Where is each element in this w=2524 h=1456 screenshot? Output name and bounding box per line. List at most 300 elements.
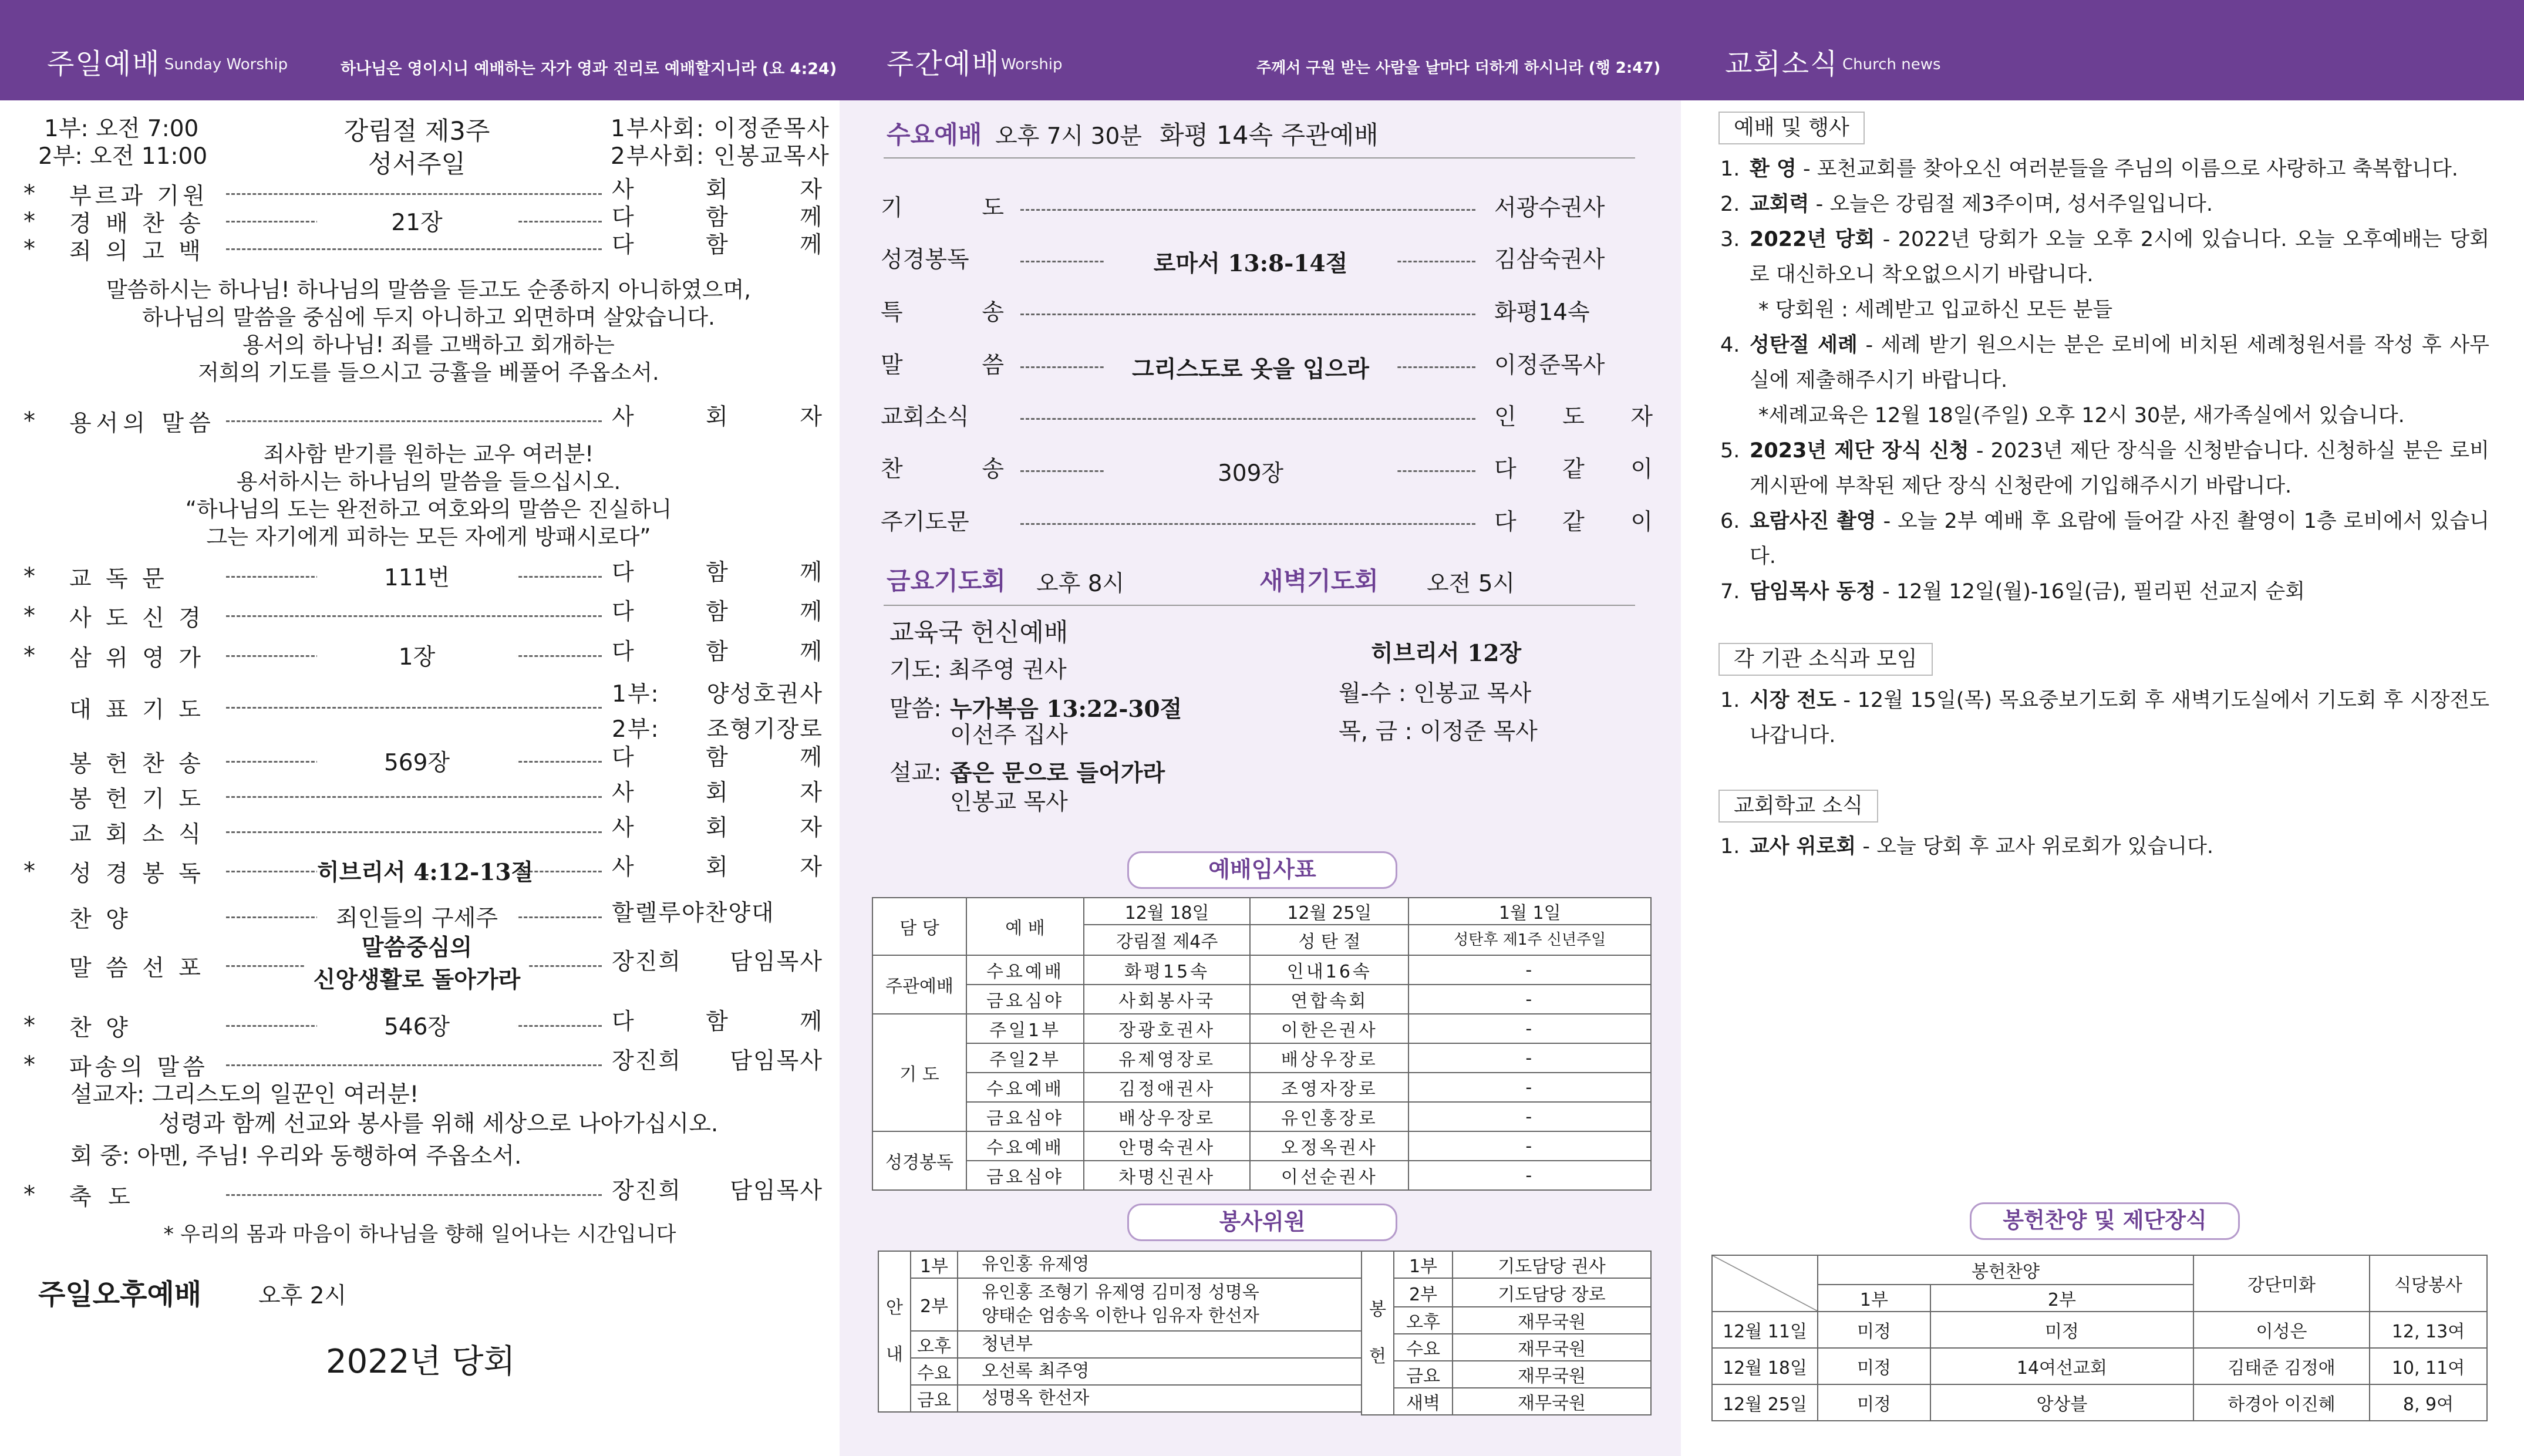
table-cell: 오정옥권사 — [1250, 1131, 1408, 1161]
dashed-leader — [226, 615, 602, 617]
table-cell: 주일1부 — [966, 1014, 1084, 1043]
table-row — [872, 1102, 1651, 1131]
host-2: 2부사회: 인봉교목사 — [611, 143, 830, 170]
table-cell: 재무국원 — [1453, 1307, 1651, 1334]
news-subtitle: Church news — [1842, 56, 1941, 73]
table-row — [872, 1161, 1651, 1190]
table-cell: 기도담당 장로 — [1453, 1278, 1651, 1307]
order-detail: 569장 — [317, 744, 517, 777]
order-leader: 다 함 께 — [612, 744, 823, 771]
wed-detail: 그리스도로 옷을 입으라 — [1104, 351, 1397, 384]
order-leader: 사 회 자 — [612, 780, 823, 806]
news-text: - 오늘은 강림절 제3주이며, 성서주일입니다. — [1809, 193, 2213, 216]
afternoon-body: 2022년 당회 — [326, 1343, 515, 1381]
service-time-1: 1부: 오전 7:00 — [44, 116, 199, 142]
table-cell: 금요심야 — [966, 1102, 1084, 1131]
offering-pill: 봉헌찬양 및 제단장식 — [1970, 1202, 2240, 1240]
table-cell: 수요예배 — [966, 955, 1084, 985]
required-mark: * — [23, 858, 35, 885]
wed-label: 특 송 — [881, 299, 1004, 326]
weekly-title: 주간예배 — [887, 48, 1000, 80]
absolution-line: “하나님의 도는 완전하고 여호와의 말씀은 진실하니 — [185, 497, 672, 522]
table-cell: 12, 13여 — [2370, 1312, 2487, 1348]
table-cell: 연합속회 — [1250, 985, 1408, 1014]
wed-leader: 다 같 이 — [1494, 456, 1653, 483]
dashed-leader — [226, 248, 602, 250]
table-cell: 수요예배 — [966, 1131, 1084, 1161]
table-cell: 안명숙권사 — [1084, 1131, 1250, 1161]
order-label: 교 독 문 — [69, 566, 168, 592]
order-leader: 2부: 조형기장로 — [612, 716, 823, 743]
col-head: 12월 25일 — [1250, 898, 1408, 925]
news-item — [1720, 222, 2489, 292]
order-detail: 히브리서 4:12-13절 — [317, 854, 517, 887]
wed-leader: 이정준목사 — [1494, 352, 1605, 379]
table-cell-line: 오선록 최주영 — [982, 1361, 1090, 1381]
dashed-leader — [1020, 418, 1475, 420]
col-head: 식당봉사 — [2370, 1255, 2487, 1312]
wed-leader: 화평14속 — [1494, 299, 1590, 326]
sunday-subtitle: Sunday Worship — [164, 56, 288, 73]
dashed-leader — [226, 1064, 602, 1066]
order-leader: 장진희 담임목사 — [612, 1178, 823, 1204]
news-number: 7. — [1720, 580, 1740, 604]
table-cell: 차명신권사 — [1084, 1161, 1250, 1190]
liturgical-season: 강림절 제3주 — [343, 117, 490, 146]
table-cell: - — [1408, 985, 1651, 1014]
table-cell: 12월 11일 — [1712, 1312, 1818, 1348]
table-row — [1362, 1278, 1651, 1307]
offering-team-table — [1361, 1251, 1652, 1415]
table-cell: 하경아 이진혜 — [2193, 1384, 2370, 1421]
order-leader: 다 함 께 — [612, 204, 823, 231]
table-row — [872, 1073, 1651, 1102]
table-row — [878, 1278, 1376, 1331]
table-cell — [958, 1385, 1376, 1412]
news-subnote: *세례교육은 12월 18일(주일) 오후 12시 30분, 새가족실에서 있습니다. — [1758, 404, 2405, 427]
wed-leader: 서광수권사 — [1494, 195, 1605, 221]
confession-line: 저희의 기도를 들으시고 긍휼을 베풀어 주옵소서. — [198, 360, 659, 385]
table-cell: 장광호권사 — [1084, 1014, 1250, 1043]
table-cell: 10, 11여 — [2370, 1348, 2487, 1384]
news-text: - 포천교회를 찾아오신 여러분들을 주님의 이름으로 사랑하고 축복합니다. — [1796, 157, 2458, 181]
fri-name: 교육국 헌신예배 — [889, 618, 1069, 648]
fri-word: 누가복음 13:22-30절 — [950, 696, 1182, 723]
order-label: 부르과 기원 — [69, 183, 208, 210]
required-mark: * — [23, 407, 35, 434]
order-detail: 신앙생활로 돌아가라 — [305, 962, 528, 995]
news-item — [1720, 433, 2489, 504]
table-cell: 새벽 — [1394, 1388, 1453, 1415]
news-title: 교회소식 — [1725, 48, 1839, 80]
sending-line-2: 성령과 함께 선교와 봉사를 위해 세상으로 나아가십시오. — [159, 1111, 719, 1137]
col-head: 강단미화 — [2193, 1255, 2370, 1312]
order-leader: 1부: 양성호권사 — [612, 681, 823, 707]
table-row — [1362, 1251, 1651, 1278]
required-mark: * — [23, 1012, 35, 1039]
table-row — [878, 1331, 1376, 1358]
news-text: - 12월 15일(목) 목요중보기도회 후 새벽기도실에서 기도회 후 시장전도 나갑니다. — [1750, 689, 2490, 747]
order-label: 경 배 찬 송 — [69, 211, 204, 237]
wed-label: 찬 송 — [881, 456, 1004, 483]
order-label: 사 도 신 경 — [69, 605, 204, 632]
table-cell: - — [1408, 1073, 1651, 1102]
order-leader: 장진희 담임목사 — [612, 949, 823, 975]
required-mark: * — [23, 235, 35, 262]
news-number: 2. — [1720, 193, 1740, 216]
table-cell: 재무국원 — [1453, 1361, 1651, 1388]
order-detail: 말씀중심의 — [317, 935, 517, 960]
col-sub: 1부 — [1818, 1285, 1930, 1312]
fri-prayer: 기도: 최주영 권사 — [889, 657, 1067, 683]
liturgical-day: 성서주일 — [368, 150, 466, 179]
news-number: 5. — [1720, 439, 1740, 463]
order-label: 성 경 봉 독 — [69, 861, 204, 887]
group-cell: 안 내 — [878, 1251, 911, 1412]
offering-schedule-table — [1711, 1255, 2488, 1421]
news-text: - 오늘 2부 예배 후 요람에 들어갈 사진 촬영이 1층 로비에서 있습니다. — [1750, 510, 2489, 568]
news-section-tag: 각 기관 소식과 모임 — [1718, 643, 1933, 676]
wed-leader: 김삼숙권사 — [1494, 247, 1605, 273]
news-item — [1720, 187, 2489, 222]
table-cell: 2부 — [1394, 1278, 1453, 1307]
table-cell: 수요 — [911, 1358, 958, 1385]
table-row — [1712, 1348, 2487, 1384]
table-cell: 이선순권사 — [1250, 1161, 1408, 1190]
table-cell: 오후 — [911, 1331, 958, 1358]
table-row — [1362, 1388, 1651, 1415]
col-head: 담 당 — [872, 898, 966, 955]
table-row — [878, 1358, 1376, 1385]
dashed-leader — [226, 1194, 602, 1196]
col-head: 봉헌찬양 — [1818, 1255, 2193, 1285]
news-subnote: * 당회원 : 세례받고 입교하신 모든 분들 — [1758, 298, 2113, 322]
wed-detail: 309장 — [1104, 455, 1397, 488]
news-keyword: 2022년 당회 — [1750, 228, 1875, 251]
fri-word-label: 말씀: — [889, 696, 942, 722]
table-row — [878, 1385, 1376, 1412]
divider — [884, 157, 1635, 159]
wed-label: 주기도문 — [881, 509, 969, 535]
sunday-header — [0, 0, 840, 100]
news-keyword: 환 영 — [1750, 157, 1797, 181]
sending-line-1: 설교자: 그리스도의 일꾼인 여러분! — [70, 1081, 419, 1108]
dawn-title: 새벽기도회 — [1259, 567, 1379, 595]
table-cell: 조영자장로 — [1250, 1073, 1408, 1102]
dashed-leader — [1020, 209, 1475, 211]
order-leader: 다 함 께 — [612, 639, 823, 665]
dashed-leader — [226, 193, 602, 195]
news-number: 1. — [1720, 689, 1740, 712]
host-1: 1부사회: 이정준목사 — [611, 116, 830, 142]
table-cell: 금요심야 — [966, 985, 1084, 1014]
news-keyword: 시장 전도 — [1750, 689, 1836, 712]
table-cell: 미정 — [1818, 1348, 1930, 1384]
table-cell: - — [1408, 1131, 1651, 1161]
table-cell-line: 유인홍 유제영 — [982, 1254, 1090, 1275]
fri-time: 오후 8시 — [1036, 571, 1125, 597]
order-leader: 다 함 께 — [612, 232, 823, 258]
required-mark: * — [23, 180, 35, 207]
table-row — [872, 1014, 1651, 1043]
dashed-leader — [1020, 314, 1475, 315]
order-leader: 다 함 께 — [612, 1009, 823, 1035]
table-row — [1712, 1312, 2487, 1348]
usher-table — [878, 1251, 1377, 1413]
required-mark: * — [23, 1051, 35, 1078]
table-cell: 금요 — [1394, 1361, 1453, 1388]
col-head: 12월 18일 — [1084, 898, 1250, 925]
table-cell: 오후 — [1394, 1307, 1453, 1334]
confession-line: 용서의 하나님! 죄를 고백하고 회개하는 — [242, 332, 615, 358]
confession-line: 하나님의 말씀을 중심에 두지 아니하고 외면하며 살았습니다. — [142, 305, 715, 330]
table-row — [872, 1131, 1651, 1161]
order-label: 찬 양 — [69, 906, 132, 933]
table-cell: 1부 — [1394, 1251, 1453, 1278]
news-header — [1681, 0, 2524, 100]
order-label: 말 씀 선 포 — [69, 955, 204, 982]
order-label: 대 표 기 도 — [69, 697, 204, 723]
news-number: 1. — [1720, 157, 1740, 181]
table-cell: 주일2부 — [966, 1043, 1084, 1073]
table-row — [1712, 1384, 2487, 1421]
table-cell: 화평15속 — [1084, 955, 1250, 985]
table-cell: 인내16속 — [1250, 955, 1408, 985]
confession-prayer — [47, 276, 810, 386]
table-cell: 이한은권사 — [1250, 1014, 1408, 1043]
col-sub: 강림절 제4주 — [1084, 925, 1250, 955]
table-cell: - — [1408, 1014, 1651, 1043]
news-text: - 오늘 당회 후 교사 위로회가 있습니다. — [1856, 835, 2214, 858]
standing-note: * 우리의 몸과 마음이 하나님을 향해 일어나는 시간입니다 — [163, 1223, 676, 1246]
news-number: 3. — [1720, 228, 1740, 251]
table-cell-line: 유인홍 조형기 유제영 김미정 성명옥 — [982, 1282, 1259, 1303]
weekly-header — [840, 0, 1681, 100]
news-item — [1720, 151, 2489, 187]
dashed-leader — [226, 831, 602, 833]
news-text: - 2022년 당회가 오늘 오후 2시에 있습니다. 오늘 오후예배는 당회로 대신하오니 착오없으시기 바랍니다. — [1750, 228, 2490, 287]
required-mark: * — [23, 642, 35, 669]
dawn-leader-2: 목, 금 : 이정준 목사 — [1339, 719, 1538, 745]
news-keyword: 2023년 제단 장식 신청 — [1750, 439, 1969, 463]
table-cell-line: 청년부 — [982, 1334, 1033, 1354]
table-row — [872, 985, 1651, 1014]
order-detail: 죄인들의 구세주 — [317, 900, 517, 933]
table-cell: - — [1408, 1043, 1651, 1073]
group-cell: 기 도 — [872, 1014, 966, 1131]
table-cell: 수요예배 — [966, 1073, 1084, 1102]
table-cell: 1부 — [911, 1251, 958, 1278]
news-text: - 12월 12일(월)-16일(금), 필리핀 선교지 순회 — [1876, 580, 2305, 604]
fri-word-who: 이선주 집사 — [950, 722, 1068, 749]
news-item — [1720, 328, 2489, 398]
news-keyword: 교사 위로회 — [1750, 835, 1856, 858]
table-cell: 재무국원 — [1453, 1334, 1651, 1361]
table-cell — [958, 1358, 1376, 1385]
wed-label: 성경봉독 — [881, 247, 969, 273]
dashed-leader — [226, 796, 602, 798]
order-label: 봉 헌 찬 송 — [69, 751, 204, 777]
news-item — [1720, 504, 2489, 574]
group-cell: 주관예배 — [872, 955, 966, 1014]
duty-roster-table — [872, 897, 1652, 1191]
dawn-time: 오전 5시 — [1427, 571, 1515, 597]
sunday-title: 주일예배 — [47, 48, 161, 80]
table-cell: 유제영장로 — [1084, 1043, 1250, 1073]
table-cell: 12월 18일 — [1712, 1348, 1818, 1384]
order-leader: 사 회 자 — [612, 404, 823, 430]
duty-roster-pill: 예배임사표 — [1127, 851, 1397, 889]
table-cell: 금요 — [911, 1385, 958, 1412]
weekly-subtitle: Worship — [1001, 56, 1063, 73]
order-label: 봉 헌 기 도 — [69, 786, 204, 813]
table-cell: 이성은 — [2193, 1312, 2370, 1348]
order-label: 삼 위 영 가 — [69, 645, 204, 672]
news-text: - 2023년 제단 장식을 신청받습니다. 신청하실 분은 로비 게시판에 부착된 제단 장식 신청란에 기입해주시기 바랍니다. — [1750, 439, 2489, 498]
order-leader: 사 회 자 — [612, 854, 823, 881]
table-cell: 재무국원 — [1453, 1388, 1651, 1415]
dashed-leader — [1020, 523, 1475, 525]
col-sub: 성 탄 절 — [1250, 925, 1408, 955]
table-row — [1362, 1307, 1651, 1334]
table-cell: 앙상블 — [1930, 1384, 2193, 1421]
service-time-2: 2부: 오전 11:00 — [38, 143, 208, 170]
afternoon-time: 오후 2시 — [258, 1283, 347, 1309]
order-label: 죄 의 고 백 — [69, 238, 204, 265]
table-cell: 유인홍장로 — [1250, 1102, 1408, 1131]
table-cell — [958, 1251, 1376, 1278]
wed-label: 교회소식 — [881, 404, 969, 430]
table-row — [872, 955, 1651, 985]
news-item — [1720, 683, 2489, 753]
fri-title: 금요기도회 — [887, 567, 1006, 595]
table-cell: 8, 9여 — [2370, 1384, 2487, 1421]
table-cell: 김태준 김정애 — [2193, 1348, 2370, 1384]
wed-label: 말 씀 — [881, 352, 1004, 379]
news-section-tag: 교회학교 소식 — [1718, 790, 1878, 823]
order-label: 교 회 소 식 — [69, 821, 204, 848]
dashed-leader — [226, 707, 602, 709]
order-leader: 사 회 자 — [612, 177, 823, 203]
order-leader: 다 함 께 — [612, 599, 823, 625]
table-cell — [958, 1278, 1376, 1331]
table-cell: 수요 — [1394, 1334, 1453, 1361]
news-keyword: 담임목사 동정 — [1750, 580, 1876, 604]
order-leader: 사 회 자 — [612, 815, 823, 841]
corner-cell — [1712, 1255, 1818, 1312]
news-item — [1720, 574, 2489, 609]
required-mark: * — [23, 563, 35, 590]
sunday-verse: 하나님은 영이시니 예배하는 자가 영과 진리로 예배할지니라 (요 4:24) — [341, 60, 837, 78]
news-keyword: 요람사진 촬영 — [1750, 510, 1876, 533]
serve-pill: 봉사위원 — [1127, 1204, 1397, 1241]
dashed-leader — [226, 420, 602, 422]
afternoon-title: 주일오후예배 — [38, 1278, 202, 1311]
table-row — [872, 1043, 1651, 1073]
order-detail: 21장 — [317, 204, 517, 237]
fri-sermon: 좁은 문으로 들어가라 — [950, 760, 1165, 787]
wed-detail: 로마서 13:8-14절 — [1104, 245, 1397, 278]
table-cell: 14여선교회 — [1930, 1348, 2193, 1384]
news-item — [1720, 829, 2489, 864]
dawn-leader-1: 월-수 : 인봉교 목사 — [1339, 680, 1532, 707]
col-sub: 2부 — [1930, 1285, 2193, 1312]
fri-sermon-label: 설교: — [889, 760, 942, 786]
table-cell: 2부 — [911, 1278, 958, 1331]
wed-time: 오후 7시 30분 — [995, 123, 1142, 150]
news-number: 6. — [1720, 510, 1740, 533]
news-number: 1. — [1720, 835, 1740, 858]
table-cell-line: 성명옥 한선자 — [982, 1388, 1090, 1408]
table-cell: 12월 25일 — [1712, 1384, 1818, 1421]
news-text: - 세례 받기 원으시는 분은 로비에 비치된 세례청원서를 작성 후 사무실에 제출해주시기 바랍니다. — [1750, 333, 2489, 392]
order-label: 용서의 말씀 — [69, 410, 215, 437]
weekly-verse: 주께서 구원 받는 사람을 날마다 더하게 하시니라 (행 2:47) — [1256, 59, 1661, 77]
table-row — [1362, 1334, 1651, 1361]
absolution-line: 용서하시는 하나님의 말씀을 들으십시오. — [236, 469, 621, 494]
news-section-tag: 예배 및 행사 — [1718, 112, 1865, 144]
divider — [884, 605, 1635, 606]
confession-line: 말씀하시는 하나님! 하나님의 말씀을 듣고도 순종하지 아니하였으며, — [106, 277, 751, 302]
table-cell: 기도담당 권사 — [1453, 1251, 1651, 1278]
order-leader: 장진희 담임목사 — [612, 1048, 823, 1074]
table-row — [1362, 1361, 1651, 1388]
table-cell: 배상우장로 — [1084, 1102, 1250, 1131]
table-cell: 배상우장로 — [1250, 1043, 1408, 1073]
order-label: 찬 양 — [69, 1015, 132, 1042]
required-mark: * — [23, 208, 35, 235]
news-keyword: 성탄절 세례 — [1750, 333, 1858, 357]
col-head: 예 배 — [966, 898, 1084, 955]
table-cell: - — [1408, 1161, 1651, 1190]
table-cell: - — [1408, 1102, 1651, 1131]
order-leader: 다 함 께 — [612, 560, 823, 586]
table-cell: 미정 — [1818, 1312, 1930, 1348]
fri-sermon-who: 인봉교 목사 — [950, 789, 1068, 815]
required-mark: * — [23, 1181, 35, 1208]
news-number: 4. — [1720, 333, 1740, 357]
table-cell: 미정 — [1818, 1384, 1930, 1421]
table-cell: 금요심야 — [966, 1161, 1084, 1190]
table-cell: 김정애권사 — [1084, 1073, 1250, 1102]
order-detail: 111번 — [317, 560, 517, 592]
col-sub: 성탄후 제1주 신년주일 — [1408, 925, 1651, 955]
table-cell: - — [1408, 955, 1651, 985]
order-detail: 1장 — [317, 639, 517, 672]
order-leader: 할렐루야찬양대 — [612, 900, 775, 926]
absolution-line: 죄사함 받기를 원하는 교우 여러분! — [263, 441, 594, 467]
table-cell: 사회봉사국 — [1084, 985, 1250, 1014]
table-cell-line: 양태순 엄송옥 이한나 임유자 한선자 — [982, 1306, 1259, 1326]
sending-line-3: 회 중: 아멘, 주님! 우리와 동행하여 주옵소서. — [70, 1143, 522, 1169]
table-cell — [958, 1331, 1376, 1358]
absolution-line: 그는 자기에게 피하는 모든 자에게 방패시로다” — [206, 524, 651, 550]
dawn-text: 히브리서 12장 — [1371, 640, 1522, 667]
order-label: 축 도 — [69, 1184, 135, 1211]
table-cell: 미정 — [1930, 1312, 2193, 1348]
wed-leader: 인 도 자 — [1494, 404, 1653, 430]
group-cell: 성경봉독 — [872, 1131, 966, 1190]
required-mark: * — [23, 602, 35, 629]
table-row — [878, 1251, 1376, 1278]
group-cell: 봉 헌 — [1362, 1251, 1394, 1415]
wed-leader: 다 같 이 — [1494, 509, 1653, 535]
wed-label: 기 도 — [881, 195, 1004, 221]
absolution-text — [47, 440, 810, 551]
news-keyword: 교회력 — [1750, 193, 1809, 216]
order-detail: 546장 — [317, 1009, 517, 1042]
col-head: 1월 1일 — [1408, 898, 1651, 925]
